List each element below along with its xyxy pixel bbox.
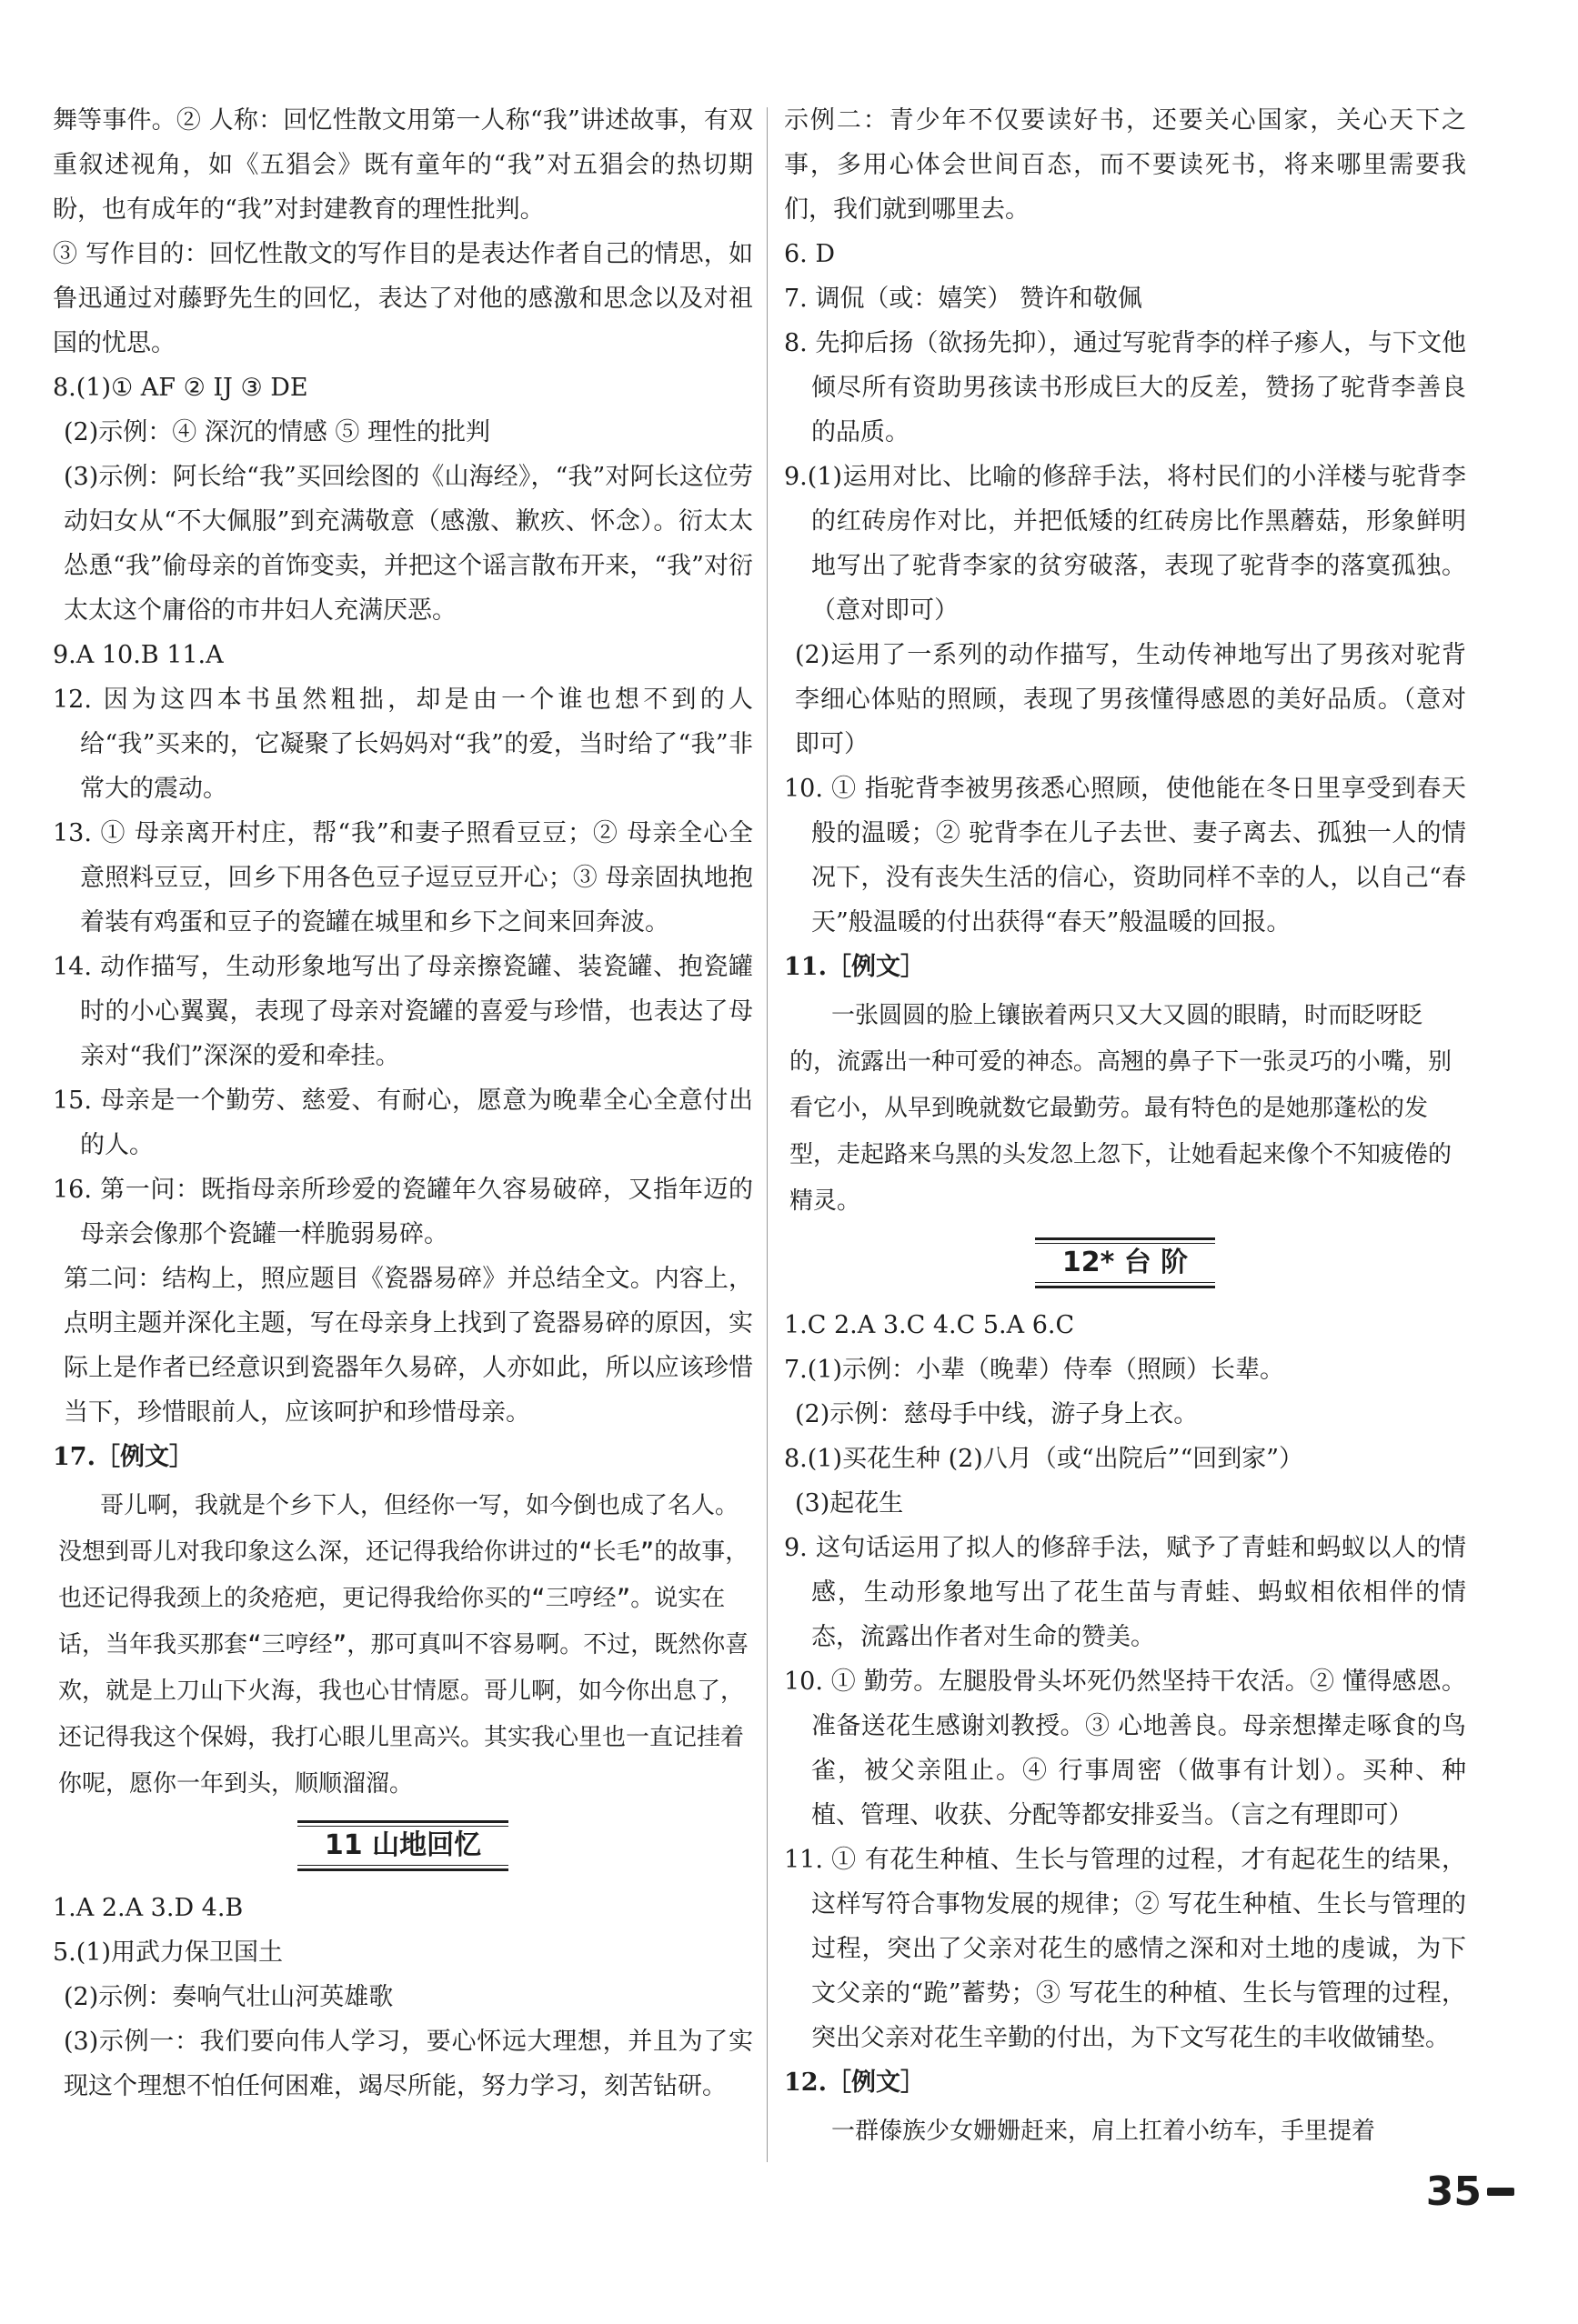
column-divider [767,107,768,2162]
answer-s12-q11: 11. ① 有花生种植、生长与管理的过程，才有起花生的结果，这样写符合事物发展的规律；② 写花生种植、生长与管理的过程，突出了父亲对花生的感情之深和对土地的虔诚，为下文父亲的“跪”蓄势；③ 写花生的种植、生长与管理的过程，突出父亲对花生辛勤的付出，为下文写花生的丰收做铺垫。 [784,1846,1466,2052]
answer-q8-3: (3)示例：阿长给“我”买回绘图的《山海经》，“我”对阿长这位劳动妇女从“不大佩服”到充满敬意（感激、歉疚、怀念）。衍太太怂恿“我”偷母亲的首饰变卖，并把这个谣言散布开来，“我”对衍太太这个庸俗的市井妇人充满厌恶。 [64,463,753,625]
answer-s12-q7-1: 7.(1)示例：小辈（晚辈）侍奉（照顾）长辈。 [784,1356,1285,1384]
page-number-text: 35 [1425,2169,1482,2215]
answer-s12-q7-2: (2)示例：慈母手中线，游子身上衣。 [795,1400,1199,1428]
section-heading-11 [53,1820,753,1871]
answer-q12: 12. 因为这四本书虽然粗拙，却是由一个谁也想不到的人给“我”买来的，它凝聚了长妈妈对“我”的爱，当时给了“我”非常大的震动。 [53,686,753,803]
answer-s12-q8-1: 8.(1)买花生种 (2)八月（或“出院后”“回到家”） [784,1445,1304,1473]
section-heading-12 [784,1237,1466,1288]
answer-q16-part1: 16. 第一问：既指母亲所珍爱的瓷罐年久容易破碎，又指年迈的母亲会像那个瓷罐一样脆弱易碎。 [53,1176,753,1248]
answer-text: 舞等事件。② 人称：回忆性散文用第一人称“我”讲述故事，有双重叙述视角，如《五猖会》既有童年的“我”对五猖会的热切期盼，也有成年的“我”对封建教育的理性批判。 [53,106,753,224]
sample-essay-12 [784,2109,1466,2155]
answer-s11-q1-4: 1.A 2.A 3.D 4.B [53,1894,244,1922]
answer-s12-q1-6: 1.C 2.A 3.C 4.C 5.A 6.C [784,1311,1075,1339]
page-number [1426,2169,1514,2215]
sample-essay-12-text: 一群傣族少女姗姗赶来，肩上扛着小纺车，手里提着 [831,2118,1376,2145]
answer-s12-q10: 10. ① 勤劳。左腿股骨头坏死仍然坚持干农活。② 懂得感恩。准备送花生感谢刘教授。③ 心地善良。母亲想撵走啄食的鸟雀，被父亲阻止。④ 行事周密（做事有计划）。买种、种植、管理、收获、分配等都安排妥当。（言之有理即可） [784,1668,1466,1829]
answer-q11-label: 11.［例文］ [784,953,925,981]
answer-q8-1: 8.(1)① AF ② IJ ③ DE [53,374,308,402]
section-title-12: 12* 台 阶 [1035,1237,1215,1288]
sample-essay-11 [784,993,1466,1225]
page-number-bar-icon [1487,2188,1514,2196]
answer-q14: 14. 动作描写，生动形象地写出了母亲擦瓷罐、装瓷罐、抱瓷罐时的小心翼翼，表现了母亲对瓷罐的喜爱与珍惜，也表达了母亲对“我们”深深的爱和牵挂。 [53,953,753,1070]
sample-essay-11-text: 一张圆圆的脸上镶嵌着两只又大又圆的眼睛，时而眨呀眨的，流露出一种可爱的神态。高翘的鼻子下一张灵巧的小嘴，别看它小，从早到晚就数它最勤劳。最有特色的是她那蓬松的发型，走起路来乌黑的头发忽上忽下，让她看起来像个不知疲倦的精灵。 [789,1002,1452,1215]
answer-s12-q12-label: 12.［例文］ [784,2069,925,2097]
answer-q13: 13. ① 母亲离开村庄，帮“我”和妻子照看豆豆；② 母亲全心全意照料豆豆，回乡下用各色豆子逗豆豆开心；③ 母亲固执地抱着装有鸡蛋和豆子的瓷罐在城里和乡下之间来回奔波。 [53,819,753,937]
answer-text: 示例二：青少年不仅要读好书，还要关心国家，关心天下之事，多用心体会世间百态，而不要读死书，将来哪里需要我们，我们就到哪里去。 [784,106,1466,224]
answer-s12-q9: 9. 这句话运用了拟人的修辞手法，赋予了青蛙和蚂蚁以人的情感，生动形象地写出了花生苗与青蛙、蚂蚁相依相伴的情态，流露出作者对生命的赞美。 [784,1534,1466,1651]
answer-q9-2: (2)运用了一系列的动作描写，生动传神地写出了男孩对驼背李细心体贴的照顾，表现了男孩懂得感恩的美好品质。（意对即可） [795,641,1466,758]
answer-q10: 10. ① 指驼背李被男孩悉心照顾，使他能在冬日里享受到春天般的温暖；② 驼背李在儿子去世、妻子离去、孤独一人的情况下，没有丧失生活的信心，资助同样不幸的人，以自己“春天”般温暖的付出获得“春天”般温暖的回报。 [784,775,1466,937]
answer-q7: 7. 调侃（或：嬉笑） 赞许和敬佩 [784,285,1142,313]
answer-q6: 6. D [784,240,835,268]
answer-s12-q8-3: (3)起花生 [795,1489,904,1518]
answer-s11-q5-2: (2)示例：奏响气壮山河英雄歌 [64,1983,394,2011]
answer-q17-label: 17.［例文］ [53,1443,194,1471]
answer-q8-2: (2)示例：④ 深沉的情感 ⑤ 理性的批判 [64,418,490,446]
right-column [784,98,1466,2160]
answer-text: ③ 写作目的：回忆性散文的写作目的是表达作者自己的情思，如鲁迅通过对藤野先生的回忆，表达了对他的感激和思念以及对祖国的忧思。 [53,240,753,357]
answer-q15: 15. 母亲是一个勤劳、慈爱、有耐心，愿意为晚辈全心全意付出的人。 [53,1087,753,1159]
section-title-11: 11 山地回忆 [297,1820,508,1871]
answer-q16-part2: 第二问：结构上，照应题目《瓷器易碎》并总结全文。内容上，点明主题并深化主题，写在母亲身上找到了瓷器易碎的原因，实际上是作者已经意识到瓷器年久易碎，人亦如此，所以应该珍惜当下，珍惜眼前人，应该呵护和珍惜母亲。 [64,1265,753,1427]
answer-q8: 8. 先抑后扬（欲扬先抑），通过写驼背李的样子瘆人，与下文他倾尽所有资助男孩读书形成巨大的反差，赞扬了驼背李善良的品质。 [784,329,1466,446]
answer-q9-11: 9.A 10.B 11.A [53,641,224,669]
answer-s11-q5-1: 5.(1)用武力保卫国土 [53,1938,284,1967]
answer-s11-q5-3: (3)示例一：我们要向伟人学习，要心怀远大理想，并且为了实现这个理想不怕任何困难，竭尽所能，努力学习，刻苦钻研。 [64,2028,753,2100]
left-column [53,98,753,2109]
answer-q9-1: 9.(1)运用对比、比喻的修辞手法，将村民们的小洋楼与驼背李的红砖房作对比，并把低矮的红砖房比作黑蘑菇，形象鲜明地写出了驼背李家的贫穷破落，表现了驼背李的落寞孤独。（意对即可） [784,463,1466,625]
sample-essay-17-text: 哥儿啊，我就是个乡下人，但经你一写，如今倒也成了名人。没想到哥儿对我印象这么深，还记得我给你讲过的“长毛”的故事，也还记得我颈上的灸疮疤，更记得我给你买的“三哼经”。说实在话，当年我买那套“三哼经”，那可真叫不容易啊。不过，既然你喜欢，就是上刀山下火海，我也心甘情愿。哥儿啊，如今你出息了，还记得我这个保姆，我打心眼儿里高兴。其实我心里也一直记挂着你呢，愿你一年到头，顺顺溜溜。 [58,1492,749,1798]
sample-essay-17 [53,1483,753,1808]
